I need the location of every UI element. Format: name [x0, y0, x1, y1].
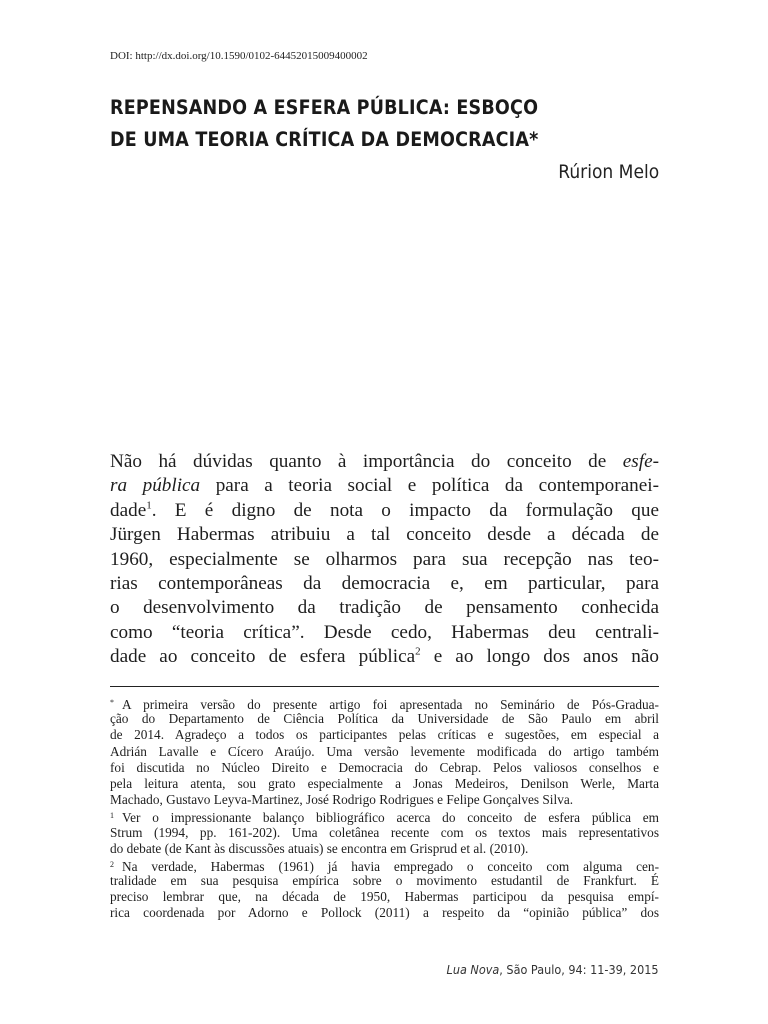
italic-term: esfe- [622, 451, 659, 472]
footnote-line: Adrián Lavalle e Cícero Araújo. Uma versão levemente modificada do artigo também [110, 743, 659, 759]
footnote-text: A primeira versão do presente artigo foi apresentada no Seminário de Pós-Gradua- [122, 697, 659, 712]
body-text-run: para a teoria social e política da contemporanei- [200, 475, 659, 497]
article-title-line-2: DE UMA TEORIA CRÍTICA DA DEMOCRACIA* [110, 128, 539, 151]
footnote-line: Strum (1994, pp. 161-202). Uma coletânea recente com os textos mais representativos [110, 824, 659, 840]
journal-name: Lua Nova [447, 962, 500, 977]
footnote-line [110, 808, 659, 824]
page-footer [447, 962, 659, 977]
footnote-line: do debate (de Kant às discussões atuais) se encontra em Grisprud et al. (2010). [110, 840, 529, 856]
footnote-line: rica coordenada por Adorno e Pollock (2011) a respeito da “opinião pública” dos [110, 905, 659, 921]
doi-line: DOI: http://dx.doi.org/10.1590/0102-64452015009400002 [110, 50, 368, 62]
body-line [110, 450, 659, 474]
footnote-line [110, 695, 659, 711]
body-text-run: dade ao conceito de esfera pública [110, 646, 416, 668]
author-name: Rúrion Melo [558, 161, 659, 183]
body-text-run: dade [110, 499, 147, 521]
footnote-line: Machado, Gustavo Leyva-Martinez, José Rodrigo Rodrigues e Felipe Gonçalves Silva. [110, 792, 574, 808]
footnote-line: tralidade em sua pesquisa empírica sobre o movimento estudantil de Frankfurt. É [110, 873, 659, 889]
body-text-run: e ao longo dos anos não [420, 646, 659, 668]
body-line: rias contemporâneas da democracia e, em particular, para [110, 572, 659, 594]
body-line: Jürgen Habermas atribuiu a tal conceito desde a década de [110, 524, 659, 546]
body-text [110, 450, 659, 670]
footnote-line: ção do Departamento de Ciência Política da Universidade de São Paulo em abril [110, 711, 659, 727]
footnote-line: pela leitura atenta, sou grato especialmente a Jonas Medeiros, Denilson Werle, Marta [110, 775, 659, 791]
body-line: como “teoria crítica”. Desde cedo, Habermas deu centrali- [110, 621, 659, 643]
footnote-line: de 2014. Agradeço a todos os participantes pelas críticas e sugestões, em especial a [110, 727, 659, 743]
footnote-text: Ver o impressionante balanço bibliográfico acerca do conceito de esfera pública em [122, 810, 659, 826]
footnote-marker: 2 [110, 859, 114, 869]
footnote-line [110, 857, 659, 873]
body-text-run: . E é digno de nota o impacto da formulação que [151, 499, 659, 521]
article-title-line-1: REPENSANDO A ESFERA PÚBLICA: ESBOÇO [110, 96, 539, 119]
footnote-ref: 1 [146, 499, 152, 512]
footnote-marker: * [110, 698, 114, 707]
body-line [110, 499, 659, 523]
footnote-ref: 2 [415, 645, 421, 658]
article-title [110, 92, 614, 156]
footnote-divider [110, 686, 659, 687]
citation-details: , São Paulo, 94: 11-39, 2015 [499, 962, 659, 977]
footnote-line: preciso lembrar que, na década de 1950, Habermas participou da pesquisa empí- [110, 889, 659, 905]
italic-term: ra pública [110, 475, 201, 497]
body-line: o desenvolvimento da tradição de pensamento conhecida [110, 597, 659, 619]
body-line: 1960, especialmente se olharmos para sua recepção nas teo- [110, 548, 659, 570]
body-text-run: Não há dúvidas quanto à importância do conceito de [110, 451, 623, 472]
body-line [110, 645, 659, 669]
footnote-text: Na verdade, Habermas (1961) já havia empregado o conceito com alguma cen- [122, 858, 659, 874]
footnotes [110, 695, 659, 922]
body-line [110, 474, 659, 498]
footnote-marker: 1 [110, 811, 114, 821]
footnote-line: foi discutida no Núcleo Direito e Democracia do Cebrap. Pelos valiosos conselhos e [110, 759, 659, 775]
